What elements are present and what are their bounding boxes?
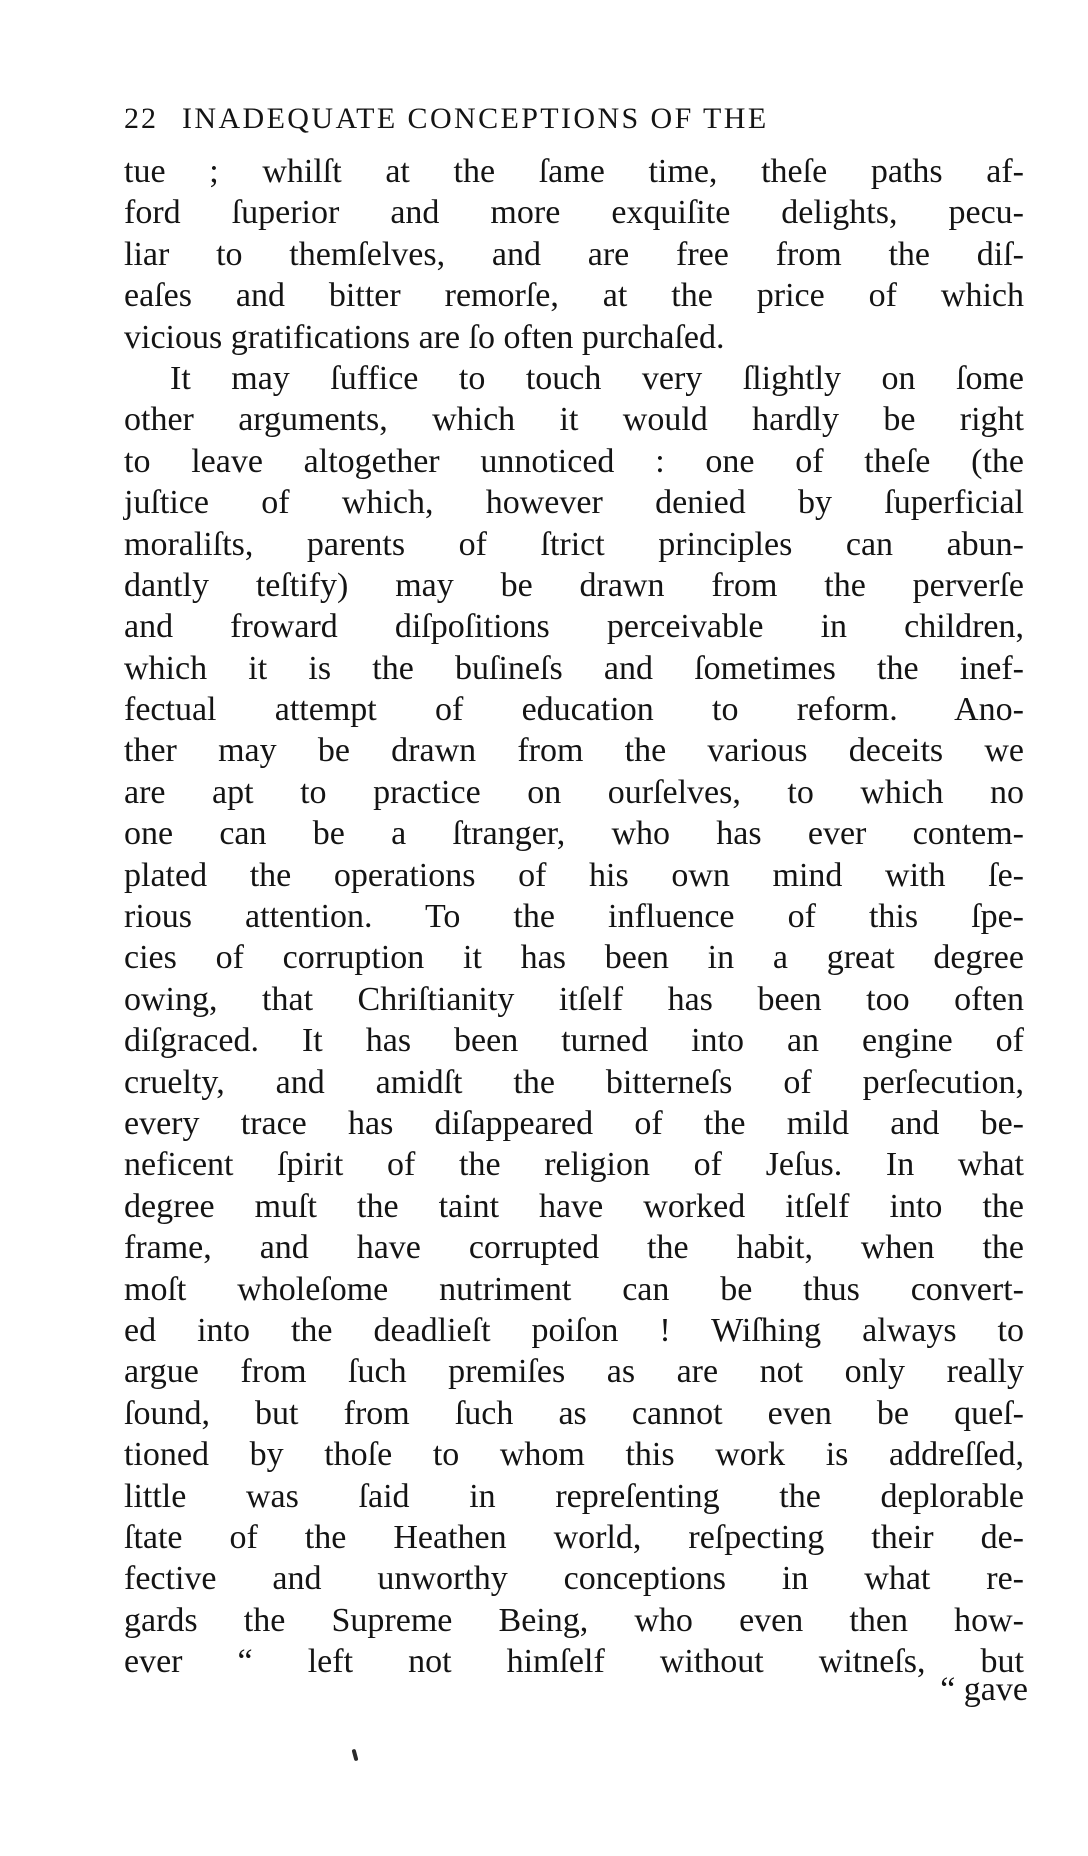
text-line: moraliſts, parents of ſtrict principles can abun- <box>124 525 1024 563</box>
text-line: tioned by thoſe to whom this work is addreſſed, <box>124 1436 1024 1474</box>
running-title: INADEQUATE CONCEPTIONS OF THE <box>182 102 769 135</box>
text-line: argue from ſuch premiſes as are not only really <box>124 1353 1024 1391</box>
text-line: fective and unworthy conceptions in what re- <box>124 1560 1024 1598</box>
page-number: 22 <box>124 102 158 135</box>
text-line: gards the Supreme Being, who even then how- <box>124 1601 1024 1639</box>
text-line: liar to themſelves, and are free from the diſ- <box>124 235 1024 273</box>
text-line: cies of corruption it has been in a great degree <box>124 939 1024 977</box>
text-line: moſt wholeſome nutriment can be thus convert- <box>124 1270 1024 1308</box>
text-line: owing, that Chriſtianity itſelf has been too often <box>124 980 1024 1018</box>
running-header <box>124 102 1024 142</box>
text-line: one can be a ſtranger, who has ever contem- <box>124 815 1024 853</box>
text-line: ſtate of the Heathen world, reſpecting their de- <box>124 1518 1024 1556</box>
text-line: rious attention. To the influence of this ſpe- <box>124 898 1024 936</box>
text-line: ed into the deadlieſt poiſon ! Wiſhing always to <box>124 1311 1024 1349</box>
text-line: neficent ſpirit of the religion of Jeſus. In what <box>124 1146 1024 1184</box>
text-line: degree muſt the taint have worked itſelf into the <box>124 1187 1024 1225</box>
ink-speck <box>352 1749 359 1762</box>
text-line: diſgraced. It has been turned into an engine of <box>124 1022 1024 1060</box>
text-line: dantly teſtify) may be drawn from the perverſe <box>124 566 1024 604</box>
text-line: ever “ left not himſelf without witneſs, but <box>124 1643 1024 1681</box>
text-line: ſound, but from ſuch as cannot even be queſ- <box>124 1394 1024 1432</box>
text-line: frame, and have corrupted the habit, when the <box>124 1229 1024 1267</box>
text-line: other arguments, which it would hardly be right <box>124 401 1024 439</box>
text-line: vicious gratifications are ſo often purchaſed. <box>124 318 725 356</box>
text-line: plated the operations of his own mind with ſe- <box>124 856 1024 894</box>
text-line: are apt to practice on ourſelves, to which no <box>124 773 1024 811</box>
text-line: little was ſaid in repreſenting the deplorable <box>124 1477 1024 1515</box>
body-text <box>124 151 1024 1682</box>
text-line: cruelty, and amidſt the bitterneſs of perſecution, <box>124 1063 1024 1101</box>
text-line: which it is the buſineſs and ſometimes the inef- <box>124 649 1024 687</box>
text-line: to leave altogether unnoticed : one of theſe (the <box>124 442 1024 480</box>
text-line: It may ſuffice to touch very ſlightly on ſome <box>170 359 1024 397</box>
text-line: every trace has diſappeared of the mild and be- <box>124 1104 1024 1142</box>
text-line: juſtice of which, however denied by ſuperficial <box>124 484 1024 522</box>
text-line: and froward diſpoſitions perceivable in children, <box>124 608 1024 646</box>
text-line: tue ; whilſt at the ſame time, theſe paths af- <box>124 153 1024 190</box>
text-line: fectual attempt of education to reform. Ano- <box>124 691 1024 729</box>
text-line: ford ſuperior and more exquiſite delights, pecu- <box>124 194 1024 232</box>
text-line: eaſes and bitter remorſe, at the price of which <box>124 277 1024 315</box>
text-line: ther may be drawn from the various deceits we <box>124 732 1024 770</box>
catchword: “ gave <box>940 1671 1028 1708</box>
